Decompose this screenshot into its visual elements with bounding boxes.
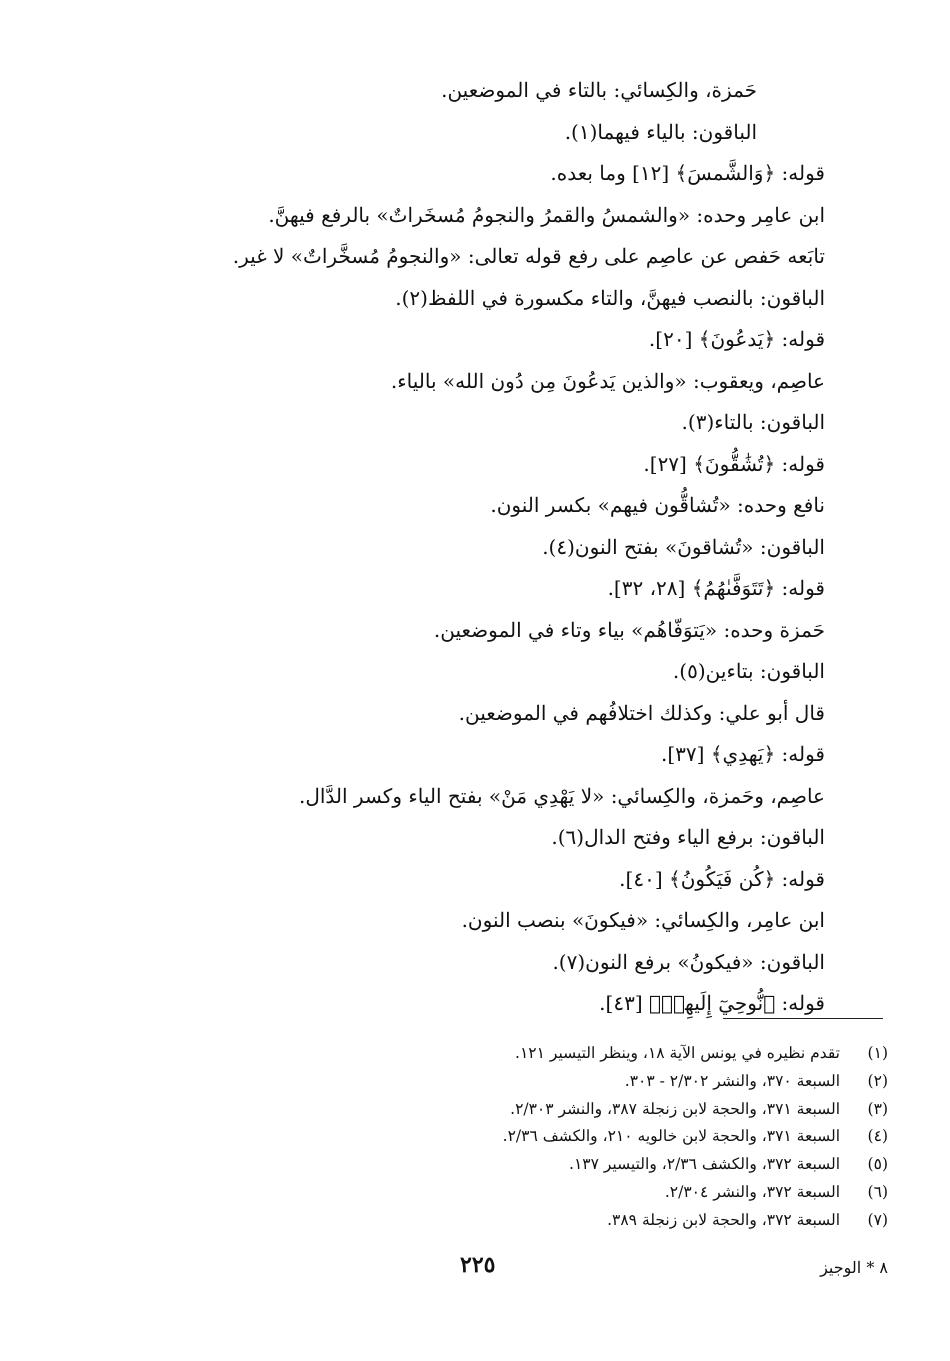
footnotes <box>408 1040 888 1235</box>
text-line-5: تابَعه حَفص عن عاصِم على رفع قوله تعالى: «والنجومُ مُسخَّراتٌ» لا غير. <box>232 244 825 268</box>
text-line-1: حَمزة، والكِسائي: بالتاء في الموضعين. <box>441 78 757 102</box>
text-line-11: نافع وحده: «تُشاقُّون فيهم» بكسر النون. <box>490 493 825 517</box>
footnote-number: (٢) <box>867 1071 888 1090</box>
text-line-2: الباقون: بالياء فيهما(١). <box>564 119 757 144</box>
text-line-6: الباقون: بالنصب فيهنَّ، والتاء مكسورة في اللفظ(٢). <box>395 285 825 310</box>
text-line-4: ابن عامِر وحده: «والشمسُ والقمرُ والنجومُ مُسخَراتٌ» بالرفع فيهنَّ. <box>268 202 825 227</box>
footnote-number: (٤) <box>867 1127 888 1146</box>
text-line-12: الباقون: «تُشاقونَ» بفتح النون(٤). <box>542 534 825 559</box>
text-line-13: قوله: ﴿تَتَوَفَّىٰهُمُ﴾ [٢٨، ٣٢]. <box>607 576 825 600</box>
text-line-20: قوله: ﴿كُن فَيَكُونُ﴾ [٤٠]. <box>619 866 825 891</box>
footnote <box>408 1040 888 1068</box>
footnote-text: السبعة ٣٧١، والحجة لابن خالويه ٢١٠، والكشف ٢/٣٦. <box>502 1127 840 1146</box>
text-line-15: الباقون: بتاءين(٥). <box>672 659 825 683</box>
text-line-22: الباقون: «فيكونُ» برفع النون(٧). <box>552 949 825 974</box>
footnote <box>408 1068 888 1096</box>
text-line-18: عاصِم، وحَمزة، والكِسائي: «لا يَهْدِي مَنْ» بفتح الياء وكسر الدَّال. <box>298 783 825 808</box>
text-line-21: ابن عامِر، والكِسائي: «فيكونَ» بنصب النون. <box>461 908 825 932</box>
text-line-9: الباقون: بالتاء(٣). <box>681 410 825 434</box>
footnote <box>408 1096 888 1124</box>
footnote-number: (٦) <box>867 1182 888 1201</box>
text-line-23: قوله: ﴿نُّوحِيٓ إِلَيهِمۡ﴾ [٤٣]. <box>599 991 825 1015</box>
text-line-17: قوله: ﴿يَهدِي﴾ [٣٧]. <box>661 742 825 766</box>
text-line-16: قال أبو علي: وكذلك اختلافُهم في الموضعين. <box>458 700 825 725</box>
text-line-7: قوله: ﴿يَدعُونَ﴾ [٢٠]. <box>648 327 825 351</box>
footnote-text: السبعة ٣٧٢، والحجة لابن زنجلة ٣٨٩. <box>607 1210 840 1229</box>
footnote-text: السبعة ٣٧١، والحجة لابن زنجلة ٣٨٧، والنشر ٢/٣٠٣. <box>510 1099 840 1118</box>
footnote-number: (٣) <box>867 1099 888 1118</box>
text-line-19: الباقون: برفع الياء وفتح الدال(٦). <box>551 825 825 849</box>
footnote <box>408 1151 888 1179</box>
footnote-separator <box>723 1018 883 1019</box>
main-text <box>185 70 825 1025</box>
footnote <box>408 1179 888 1207</box>
footnote-number: (٧) <box>867 1210 888 1229</box>
text-line-14: حَمزة وحده: «يَتوَفّاهُم» بياء وتاء في الموضعين. <box>433 617 825 642</box>
footnote-text: السبعة ٣٧٢، والنشر ٢/٣٠٤. <box>664 1182 840 1201</box>
footnote <box>408 1207 888 1235</box>
footnote-text: السبعة ٣٧٢، والكشف ٢/٣٦، والتيسير ١٣٧. <box>569 1155 840 1174</box>
text-line-10: قوله: ﴿تُشَٰقُّونَ﴾ [٢٧]. <box>643 451 825 476</box>
signature-mark: ٨ * الوجيز <box>820 1258 888 1277</box>
footnote <box>408 1123 888 1151</box>
text-line-3: قوله: ﴿وَالشَّمسَ﴾ [١٢] وما بعده. <box>550 161 825 185</box>
footnote-text: السبعة ٣٧٠، والنشر ٢/٣٠٢ - ٣٠٣. <box>624 1071 840 1090</box>
footnote-number: (٥) <box>867 1155 888 1174</box>
footnote-number: (١) <box>867 1044 888 1062</box>
footnote-text: تقدم نظيره في يونس الآية ١٨، وينظر التيسير ١٢١. <box>515 1044 840 1062</box>
page-number: ٢٢٥ <box>460 1252 496 1278</box>
text-line-8: عاصِم، ويعقوب: «والذين يَدعُونَ مِن دُون الله» بالياء. <box>390 368 825 393</box>
